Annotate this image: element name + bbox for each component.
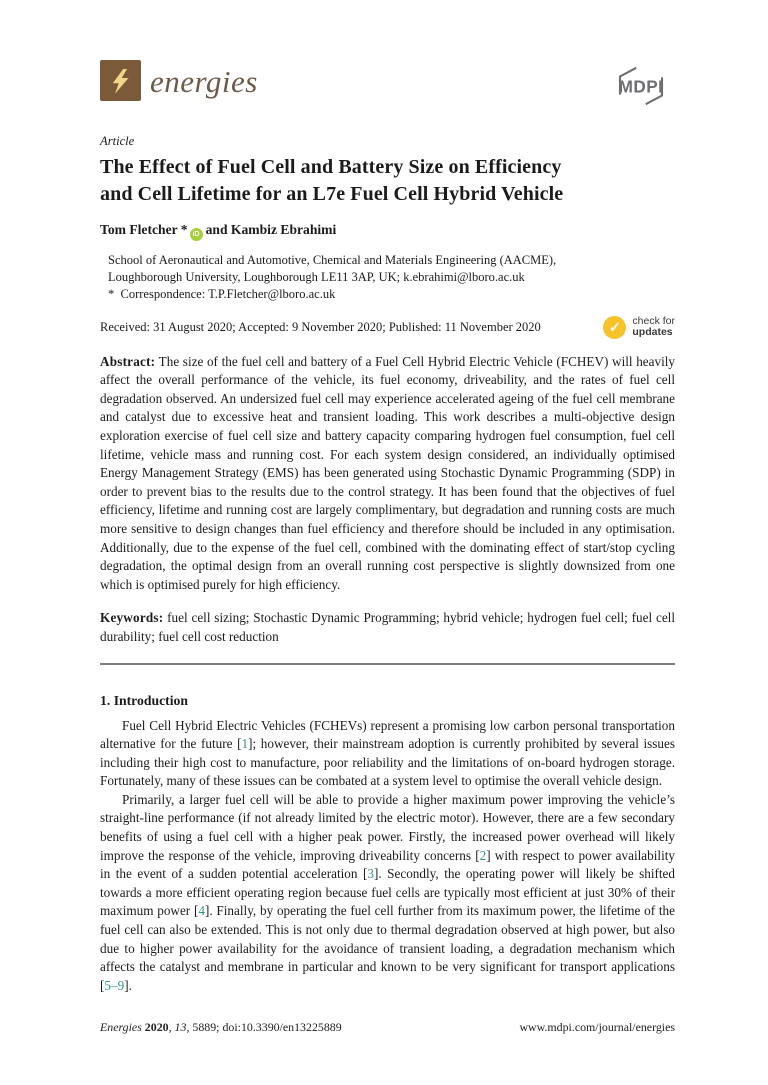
- affiliation-block: [108, 252, 675, 304]
- citation-link[interactable]: 2: [479, 847, 487, 863]
- energies-logo-box: [100, 60, 141, 101]
- citation-link[interactable]: 4: [198, 903, 205, 919]
- citation-link[interactable]: 5–9: [104, 977, 125, 993]
- citation-link[interactable]: 3: [367, 866, 374, 882]
- keywords-label: Keywords:: [100, 610, 164, 626]
- footer-year: 2020: [141, 1020, 169, 1034]
- orcid-icon[interactable]: iD: [190, 228, 203, 241]
- footer-separator: ,: [168, 1020, 175, 1034]
- keywords-paragraph: [100, 609, 675, 646]
- updates-text: updates: [632, 326, 673, 339]
- keywords-text: fuel cell sizing; Stochastic Dynamic Programming; hybrid vehicle; hydrogen fuel cell; fuel cell durability; fuel cell cost reduction: [100, 610, 675, 644]
- author-line: [100, 222, 675, 241]
- abstract-text: The size of the fuel cell and battery of a Fuel Cell Hybrid Electric Vehicle (FCHEV) will heavily affect the overall performance of the vehicle, its fuel economy, driveability, and the rates of fuel cell degradation observed. An undersized fuel cell may experience accelerated ageing of the fuel cell membrane and catalyst due to excessive heat and transient loading. This work describes a multi-objective design exploration exercise of fuel cell size and battery capacity comparing hydrogen fuel consumption, fuel cell lifetime, vehicle mass and running cost. For each system design considered, an individually optimised Energy Management Strategy (EMS) has been generated using Stochastic Dynamic Programming (SDP) in order to prevent bias to the results due to the control strategy. It has been found that the objectives of fuel efficiency, lifetime and running cost are largely complimentary, but degradation and running costs are much more sensitive to design changes than fuel efficiency and therefore should be included in any optimisation. Additionally, due to the expense of the fuel cell, combined with the dominating effect of start/stop cycling degradation, the optimal design from an overall running cost perspective is slightly downsized from one which is optimised purely for high efficiency.: [100, 353, 676, 592]
- coauthor-email-link[interactable]: k.ebrahimi@lboro.ac.uk: [403, 270, 525, 285]
- page-footer: [100, 1020, 675, 1035]
- correspondence-email-link[interactable]: T.P.Fletcher@lboro.ac.uk: [208, 287, 336, 302]
- correspondence-line: [108, 286, 675, 303]
- mdpi-logo-icon: [607, 65, 675, 107]
- energies-brand[interactable]: [100, 60, 258, 101]
- affiliation-line-2: [108, 269, 675, 286]
- affiliation-line-2-text: Loughborough University, Loughborough LE11 3AP, UK;: [108, 270, 404, 285]
- intro-paragraph-1: Fuel Cell Hybrid Electric Vehicles (FCHEVs) represent a promising low carbon personal transportation alternative for the future [1]; however, their mainstream adoption is currently prohibited by several issues including their high cost to manufacture, poor reliability and the limitations of on-board hydrogen storage. Fortunately, many of these issues can be combated at a system level to optimise the overall vehicle design.: [100, 717, 675, 789]
- correspondence-label: Correspondence:: [120, 287, 209, 302]
- footer-volume: 13: [174, 1020, 187, 1034]
- paper-title-line-2: and Cell Lifetime for an L7e Fuel Cell Hybrid Vehicle: [100, 182, 564, 205]
- footer-doi: , 5889; doi:10.3390/en13225889: [186, 1020, 342, 1034]
- abstract-label: Abstract:: [100, 353, 156, 369]
- correspondence-marker: *: [108, 287, 115, 302]
- section-divider: [100, 663, 675, 665]
- check-for-updates-badge[interactable]: [603, 316, 675, 339]
- paper-title: [100, 154, 675, 207]
- dates-row: [100, 316, 675, 339]
- lightning-bolt-icon: [106, 66, 136, 96]
- abstract-paragraph: [100, 353, 675, 595]
- footer-journal-url[interactable]: www.mdpi.com/journal/energies: [519, 1020, 675, 1034]
- journal-header: [100, 0, 675, 112]
- journal-wordmark: energies: [150, 64, 258, 99]
- check-for-updates-label: [632, 316, 675, 339]
- received-accepted-published: Received: 31 August 2020; Accepted: 9 November 2020; Published: 11 November 2020: [100, 319, 541, 334]
- introduction-heading: 1. Introduction: [100, 692, 188, 708]
- footer-journal-name: Energies: [100, 1020, 142, 1034]
- svg-text:MDPI: MDPI: [618, 76, 664, 97]
- author-1: Tom Fletcher *: [100, 222, 188, 237]
- check-for-text: check for: [632, 314, 675, 327]
- article-type-label: Article: [100, 134, 135, 148]
- author-2: and Kambiz Ebrahimi: [205, 222, 337, 237]
- paper-title-line-1: The Effect of Fuel Cell and Battery Size on Efficiency: [100, 156, 562, 178]
- affiliation-line-1: School of Aeronautical and Automotive, Chemical and Materials Engineering (AACME),: [108, 253, 557, 267]
- footer-citation-info: [100, 1020, 342, 1035]
- mdpi-logo[interactable]: [607, 65, 675, 112]
- intro-paragraph-2: Primarily, a larger fuel cell will be able to provide a higher maximum power improving the vehicle’s straight-line performance (if not already limited by the electric motor). However, there are a few secondary benefits of using a fuel cell with a higher peak power. Firstly, the increased power overhead will likely improve the response of the vehicle, improving driveability concerns [2] with respect to power availability in the event of a sudden potential acceleration [3]. Secondly, the operating power will likely be shifted towards a more efficient operating region because fuel cells are typically most efficient at just 30% of their maximum power [4]. Finally, by operating the fuel cell further from its maximum power, the lifetime of the fuel cell can also be extended. This is not only due to thermal degradation observed at high power, but also due to higher power availability for the avoidance of transient loading, a degradation mechanism which affects the catalyst and membrane in particular and known to be very significant for transport applications [5–9].: [100, 791, 676, 993]
- crossmark-check-icon: ✓: [603, 316, 626, 339]
- citation-link[interactable]: 1: [241, 736, 249, 752]
